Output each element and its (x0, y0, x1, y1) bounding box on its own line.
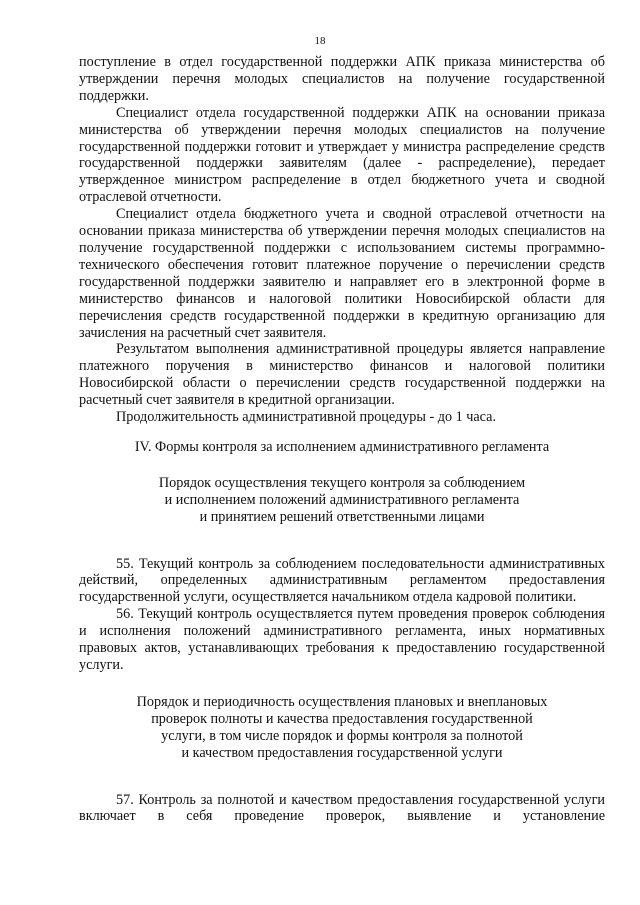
paragraph: Продолжительность административной процедуры - до 1 часа. (116, 409, 496, 426)
paragraph: поступление в отдел государственной поддержки АПК приказа министерства об утверждении перечня молодых специалистов на получение государственной поддержки. (79, 54, 605, 104)
page-number: 18 (314, 35, 326, 47)
paragraph: Результатом выполнения административной процедуры является направление платежного поручения в министерство финансов и налоговой политики Новосибирской области о перечислении средств государственной поддержки на расчетный счет заявителя в кредитной организации. (79, 341, 605, 409)
subheading-line: услуги, в том числе порядок и формы контроля за полнотой (161, 727, 523, 744)
subheading-line: Порядок и периодичность осуществления плановых и внеплановых (136, 693, 548, 710)
clause-56: 56. Текущий контроль осуществляется путем проведения проверок соблюдения и исполнения положений административного регламента, иных нормативных правовых актов, устанавливающих требования к предоставлению государственной услуги. (79, 606, 605, 673)
subheading-current-control (79, 475, 605, 526)
subheading-line: проверок полноты и качества предоставления государственной (151, 710, 533, 727)
section-heading: IV. Формы контроля за исполнением административного регламента (134, 438, 550, 455)
subheading-line: Порядок осуществления текущего контроля за соблюдением (158, 474, 526, 491)
paragraph: Специалист отдела бюджетного учета и сводной отраслевой отчетности на основании приказа министерства об утверждении перечня молодых специалистов на получение государственной поддержки с использованием системы программно-технического обеспечения готовит платежное поручение о перечислении средств государственной поддержки заявителю и направляет его в электронной форме в министерство финансов и налоговой политики Новосибирской области для перечисления средств государственной поддержки в кредитную организацию для зачисления на расчетный счет заявителя. (79, 206, 605, 341)
document-body (79, 54, 605, 825)
subheading-line: и принятием решений ответственными лицами (199, 508, 485, 525)
subheading-line: и качеством предоставления государственной услуги (181, 744, 503, 761)
subheading-inspections (79, 694, 605, 762)
clause-57: 57. Контроль за полнотой и качеством предоставления государственной услуги включает в себя проведение проверок, выявление и установление (79, 791, 605, 825)
subheading-line: и исполнением положений административного регламента (164, 491, 520, 508)
paragraph: Специалист отдела государственной поддержки АПК на основании приказа министерства об утверждении перечня молодых специалистов на получение государственной поддержки готовит и утверждает у министра распределение средств государственной поддержки заявителям (далее - распределение), передает утвержденное министром распределение в отдел бюджетного учета и сводной отраслевой отчетности. (79, 104, 605, 206)
clause-55: 55. Текущий контроль за соблюдением последовательности административных действий, определенных административным регламентом предоставления государственной услуги, осуществляется начальником отдела кадровой политики. (79, 555, 605, 606)
